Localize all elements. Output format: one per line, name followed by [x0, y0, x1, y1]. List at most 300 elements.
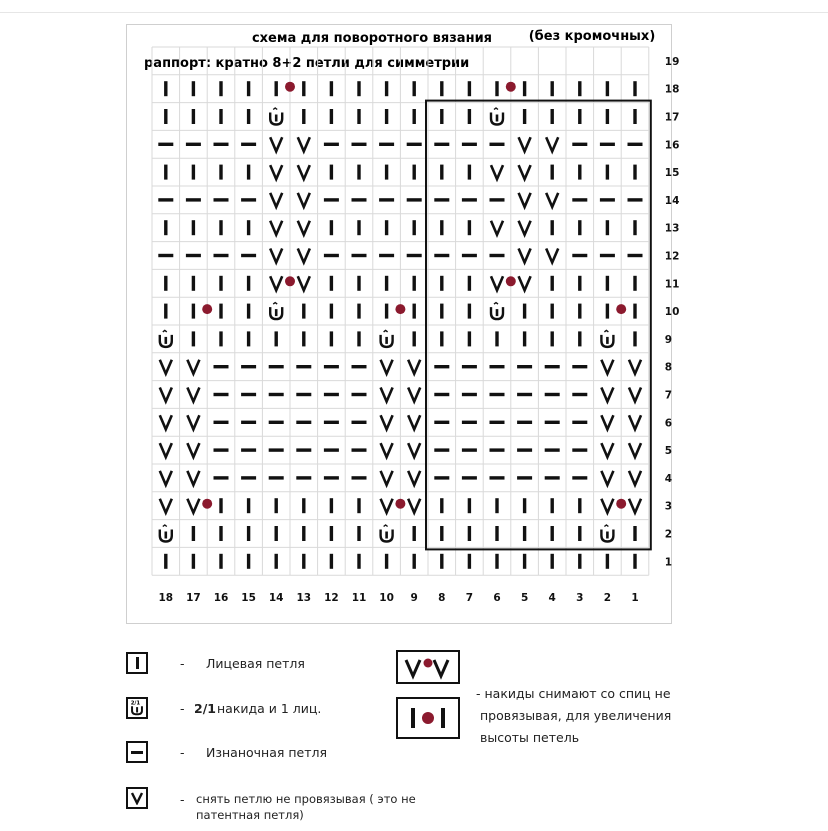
row-label: 4 — [664, 472, 673, 485]
column-label: 5 — [520, 592, 529, 605]
purl-stitch — [379, 254, 394, 257]
knit-stitch-icon — [126, 652, 148, 674]
knit-stitch — [275, 554, 278, 569]
purl-stitch — [269, 448, 284, 451]
knit-stitch — [219, 304, 222, 319]
purl-stitch — [517, 365, 532, 368]
knit-stitch — [523, 526, 526, 541]
purl-stitch — [214, 393, 229, 396]
row-label: 6 — [664, 417, 673, 430]
knit-stitch — [247, 165, 250, 180]
slip-stitch-icon — [126, 787, 148, 809]
knit-stitch — [468, 526, 471, 541]
yarnover-dot — [616, 304, 626, 314]
purl-stitch — [490, 393, 505, 396]
purl-stitch — [324, 365, 339, 368]
slip-stitch — [298, 276, 310, 290]
knit-stitch — [606, 554, 609, 569]
column-label: 10 — [379, 592, 394, 605]
knit-stitch — [275, 331, 278, 346]
slip-stitch — [629, 388, 641, 402]
purl-stitch — [241, 143, 256, 146]
purl-stitch — [517, 448, 532, 451]
knit-stitch — [247, 220, 250, 235]
knit-stitch — [578, 554, 581, 569]
knit-stitch — [523, 81, 526, 96]
knit-stitch — [192, 276, 195, 291]
knit-stitch — [385, 276, 388, 291]
purl-stitch — [296, 476, 311, 479]
purl-stitch — [490, 448, 505, 451]
knit-stitch — [468, 304, 471, 319]
purl-stitch — [324, 198, 339, 201]
wrap-stitch — [381, 330, 393, 347]
row-label: 13 — [664, 222, 680, 235]
knit-stitch — [440, 554, 443, 569]
purl-stitch — [352, 198, 367, 201]
knit-stitch — [330, 276, 333, 291]
knit-stitch — [164, 276, 167, 291]
knit-stitch — [578, 331, 581, 346]
knit-stitch — [247, 304, 250, 319]
purl-stitch — [186, 254, 201, 257]
purl-stitch — [462, 198, 477, 201]
purl-stitch — [352, 421, 367, 424]
knit-stitch — [385, 304, 388, 319]
slip-stitch — [270, 249, 282, 263]
chart-title: схема для поворотного вязания — [251, 31, 493, 46]
knit-stitch — [633, 109, 636, 124]
slip-stitch — [601, 415, 613, 429]
purl-stitch — [434, 198, 449, 201]
purl-stitch — [324, 143, 339, 146]
slip-stitch — [160, 499, 172, 513]
purl-stitch — [296, 365, 311, 368]
purl-stitch — [214, 421, 229, 424]
slip-stitch — [160, 471, 172, 485]
knit-stitch — [192, 304, 195, 319]
knit-stitch — [275, 526, 278, 541]
knit-stitch — [330, 109, 333, 124]
legend-drop-label-2: провязывая, для увеличения — [480, 708, 672, 723]
yarnover-dot — [202, 499, 212, 509]
knit-stitch — [302, 109, 305, 124]
purl-stitch — [352, 393, 367, 396]
knit-stitch — [578, 276, 581, 291]
slip-stitch — [519, 193, 531, 207]
purl-stitch — [628, 254, 643, 257]
knit-stitch — [633, 81, 636, 96]
purl-stitch — [462, 421, 477, 424]
purl-stitch — [572, 254, 587, 257]
knit-stitch — [247, 554, 250, 569]
purl-stitch — [572, 143, 587, 146]
knit-stitch — [330, 220, 333, 235]
knit-stitch — [606, 81, 609, 96]
knit-stitch — [413, 331, 416, 346]
slip-stitch — [187, 443, 199, 457]
purl-stitch — [462, 365, 477, 368]
knit-stitch — [468, 276, 471, 291]
yarnover-dot — [395, 304, 405, 314]
knit-stitch — [302, 554, 305, 569]
slip-stitch — [519, 276, 531, 290]
knit-stitch — [385, 554, 388, 569]
purl-stitch — [407, 254, 422, 257]
slip-stitch — [408, 499, 420, 513]
slip-stitch — [270, 165, 282, 179]
knit-stitch — [578, 81, 581, 96]
column-label: 4 — [548, 592, 556, 605]
chart-title-note: (без кромочных) — [528, 29, 656, 44]
purl-stitch — [490, 198, 505, 201]
purl-stitch — [434, 365, 449, 368]
purl-stitch — [352, 365, 367, 368]
knit-stitch — [551, 276, 554, 291]
slip-stitch — [629, 443, 641, 457]
slip-stitch — [491, 165, 503, 179]
purl-stitch — [600, 198, 615, 201]
knit-stitch — [440, 304, 443, 319]
purl-stitch — [296, 421, 311, 424]
idoti-icon — [396, 697, 460, 739]
slip-stitch — [408, 471, 420, 485]
knit-stitch — [468, 109, 471, 124]
knit-stitch — [357, 554, 360, 569]
purl-stitch — [214, 365, 229, 368]
knit-stitch — [330, 331, 333, 346]
knit-stitch — [413, 81, 416, 96]
purl-stitch — [517, 476, 532, 479]
purl-stitch — [214, 476, 229, 479]
purl-stitch — [158, 198, 173, 201]
purl-stitch — [572, 476, 587, 479]
yarnover-dot — [506, 82, 516, 92]
knit-stitch — [495, 331, 498, 346]
knit-stitch — [164, 109, 167, 124]
knit-stitch — [440, 165, 443, 180]
purl-stitch — [490, 143, 505, 146]
slip-stitch — [187, 415, 199, 429]
purl-stitch — [158, 254, 173, 257]
purl-stitch — [434, 448, 449, 451]
legend-slip-label-1: снять петлю не провязывая ( это не — [196, 792, 416, 806]
knit-stitch — [330, 498, 333, 513]
legend-purl-label: Изнаночная петля — [206, 745, 328, 760]
purl-stitch — [434, 393, 449, 396]
column-label: 2 — [603, 592, 612, 605]
purl-stitch — [407, 198, 422, 201]
knit-stitch — [192, 165, 195, 180]
knit-stitch — [440, 331, 443, 346]
knit-stitch — [357, 220, 360, 235]
purl-stitch — [241, 421, 256, 424]
yarnover-dot — [506, 276, 516, 286]
purl-stitch-icon — [126, 741, 148, 763]
knit-stitch — [275, 498, 278, 513]
knit-stitch — [551, 220, 554, 235]
knit-stitch — [357, 331, 360, 346]
purl-stitch — [324, 393, 339, 396]
legend-wrap-label: накида и 1 лиц. — [217, 701, 322, 716]
knit-stitch — [606, 165, 609, 180]
knit-stitch — [633, 165, 636, 180]
column-label: 14 — [268, 592, 284, 605]
purl-stitch — [628, 198, 643, 201]
column-label: 15 — [241, 592, 256, 605]
slip-stitch — [601, 499, 613, 513]
slip-stitch — [601, 443, 613, 457]
knit-stitch — [247, 331, 250, 346]
knit-stitch — [330, 81, 333, 96]
legend-dash: - — [180, 745, 185, 760]
purl-stitch — [269, 421, 284, 424]
knit-stitch — [330, 554, 333, 569]
knit-stitch — [219, 109, 222, 124]
purl-stitch — [572, 421, 587, 424]
slip-stitch — [187, 360, 199, 374]
purl-stitch — [352, 448, 367, 451]
purl-stitch — [241, 393, 256, 396]
knit-stitch — [633, 526, 636, 541]
column-label: 6 — [493, 592, 501, 605]
knit-stitch — [385, 109, 388, 124]
purl-stitch — [241, 254, 256, 257]
chart-rapport: раппорт: кратно 8+2 петли для симметрии — [144, 56, 470, 71]
knit-stitch — [495, 498, 498, 513]
knit-stitch — [357, 165, 360, 180]
column-label: 11 — [351, 592, 367, 605]
knit-stitch — [551, 304, 554, 319]
knit-stitch — [606, 304, 609, 319]
purl-stitch — [214, 448, 229, 451]
wrap-stitch — [160, 330, 172, 347]
knit-stitch — [192, 331, 195, 346]
knit-stitch — [440, 526, 443, 541]
purl-stitch — [434, 421, 449, 424]
knit-stitch — [440, 220, 443, 235]
knit-stitch — [164, 220, 167, 235]
slip-stitch — [629, 471, 641, 485]
yarnover-dot — [202, 304, 212, 314]
knit-stitch — [468, 554, 471, 569]
purl-stitch — [269, 393, 284, 396]
slip-stitch — [408, 388, 420, 402]
purl-stitch — [214, 198, 229, 201]
knit-stitch — [302, 81, 305, 96]
knit-stitch — [219, 526, 222, 541]
wrap-stitch — [160, 525, 172, 542]
legend-drop-label-1: - накиды снимают со спиц не — [476, 686, 671, 701]
knit-stitch — [551, 165, 554, 180]
slip-stitch — [160, 443, 172, 457]
knit-stitch — [578, 498, 581, 513]
knit-stitch — [385, 81, 388, 96]
purl-stitch — [352, 476, 367, 479]
knit-stitch — [523, 109, 526, 124]
purl-stitch — [214, 143, 229, 146]
slip-stitch — [629, 360, 641, 374]
knit-stitch — [578, 165, 581, 180]
purl-stitch — [572, 198, 587, 201]
knit-stitch — [633, 276, 636, 291]
knit-stitch — [247, 81, 250, 96]
slip-stitch — [408, 360, 420, 374]
knit-stitch — [551, 331, 554, 346]
knit-stitch — [578, 109, 581, 124]
knit-stitch — [551, 554, 554, 569]
knit-stitch — [219, 165, 222, 180]
purl-stitch — [324, 476, 339, 479]
slip-stitch — [491, 276, 503, 290]
row-label: 17 — [664, 111, 680, 124]
knit-stitch — [219, 220, 222, 235]
purl-stitch — [545, 393, 560, 396]
legend-slip-label-2: патентная петля) — [196, 808, 304, 822]
knit-stitch — [413, 304, 416, 319]
knit-stitch — [247, 526, 250, 541]
knit-stitch — [468, 498, 471, 513]
slip-stitch — [270, 276, 282, 290]
knit-stitch — [413, 526, 416, 541]
knit-stitch — [633, 220, 636, 235]
purl-stitch — [407, 143, 422, 146]
purl-stitch — [545, 448, 560, 451]
slip-stitch — [381, 415, 393, 429]
wrap-stitch — [270, 108, 282, 125]
knit-stitch — [551, 526, 554, 541]
slip-stitch — [408, 415, 420, 429]
purl-stitch — [379, 143, 394, 146]
knit-stitch — [302, 304, 305, 319]
purl-stitch — [269, 365, 284, 368]
row-label: 7 — [664, 389, 673, 402]
purl-stitch — [296, 448, 311, 451]
knit-stitch — [578, 304, 581, 319]
row-label: 16 — [664, 139, 680, 152]
knit-stitch — [523, 498, 526, 513]
wrap-stitch-icon — [126, 697, 148, 719]
slip-stitch — [519, 221, 531, 235]
column-label: 9 — [410, 592, 418, 605]
row-label: 14 — [664, 194, 680, 207]
slip-stitch — [298, 137, 310, 151]
purl-stitch — [324, 254, 339, 257]
slip-stitch — [491, 221, 503, 235]
knit-stitch — [523, 331, 526, 346]
legend-dash: - — [180, 656, 185, 671]
legend-wrap-prefix: 2/1 — [194, 701, 216, 716]
purl-stitch — [600, 254, 615, 257]
purl-stitch — [434, 254, 449, 257]
knit-stitch — [247, 276, 250, 291]
column-label: 1 — [631, 592, 639, 605]
slip-stitch — [298, 221, 310, 235]
purl-stitch — [462, 448, 477, 451]
knit-stitch — [606, 276, 609, 291]
purl-stitch — [545, 476, 560, 479]
row-label: 11 — [664, 278, 680, 291]
slip-stitch — [519, 249, 531, 263]
slip-stitch — [270, 193, 282, 207]
slip-stitch — [160, 360, 172, 374]
wrap-stitch — [381, 525, 393, 542]
purl-stitch — [490, 254, 505, 257]
column-label: 18 — [158, 592, 174, 605]
knit-stitch — [192, 526, 195, 541]
knit-stitch — [219, 276, 222, 291]
wrap-stitch — [491, 303, 503, 320]
purl-stitch — [572, 448, 587, 451]
knit-stitch — [495, 526, 498, 541]
row-label: 10 — [664, 306, 680, 319]
slip-stitch — [546, 249, 558, 263]
knit-stitch — [357, 304, 360, 319]
wrap-stitch — [270, 303, 282, 320]
purl-stitch — [462, 254, 477, 257]
yarnover-dot — [285, 82, 295, 92]
slip-stitch — [546, 193, 558, 207]
purl-stitch — [296, 393, 311, 396]
yarnover-dot — [395, 499, 405, 509]
purl-stitch — [352, 143, 367, 146]
knit-stitch — [192, 220, 195, 235]
row-label: 5 — [664, 445, 673, 458]
knit-stitch — [413, 276, 416, 291]
column-label: 3 — [576, 592, 584, 605]
knit-stitch — [247, 109, 250, 124]
knit-stitch — [468, 220, 471, 235]
row-label: 3 — [664, 500, 673, 513]
knit-stitch — [633, 331, 636, 346]
slip-stitch — [160, 415, 172, 429]
purl-stitch — [517, 421, 532, 424]
knit-stitch — [164, 81, 167, 96]
knit-stitch — [578, 220, 581, 235]
slip-stitch — [629, 415, 641, 429]
purl-stitch — [434, 476, 449, 479]
purl-stitch — [462, 393, 477, 396]
knit-stitch — [330, 304, 333, 319]
slip-stitch — [519, 137, 531, 151]
slip-stitch — [546, 137, 558, 151]
purl-stitch — [628, 143, 643, 146]
knit-stitch — [219, 498, 222, 513]
column-label: 12 — [324, 592, 339, 605]
purl-stitch — [214, 254, 229, 257]
purl-stitch — [490, 365, 505, 368]
yarnover-dot — [616, 499, 626, 509]
wrap-stitch — [601, 330, 613, 347]
knit-stitch — [468, 81, 471, 96]
knit-stitch — [633, 554, 636, 569]
slip-stitch — [160, 388, 172, 402]
purl-stitch — [324, 448, 339, 451]
purl-stitch — [600, 143, 615, 146]
legend-dash: - — [180, 701, 185, 716]
row-label: 12 — [664, 250, 680, 263]
wrap-icon-text: 2/1 — [130, 700, 141, 707]
purl-stitch — [545, 421, 560, 424]
knit-stitch — [357, 526, 360, 541]
knit-stitch — [413, 109, 416, 124]
slip-stitch — [187, 499, 199, 513]
knit-stitch — [413, 165, 416, 180]
purl-stitch — [462, 143, 477, 146]
knit-stitch — [523, 304, 526, 319]
knit-stitch — [357, 81, 360, 96]
column-label: 7 — [465, 592, 474, 605]
